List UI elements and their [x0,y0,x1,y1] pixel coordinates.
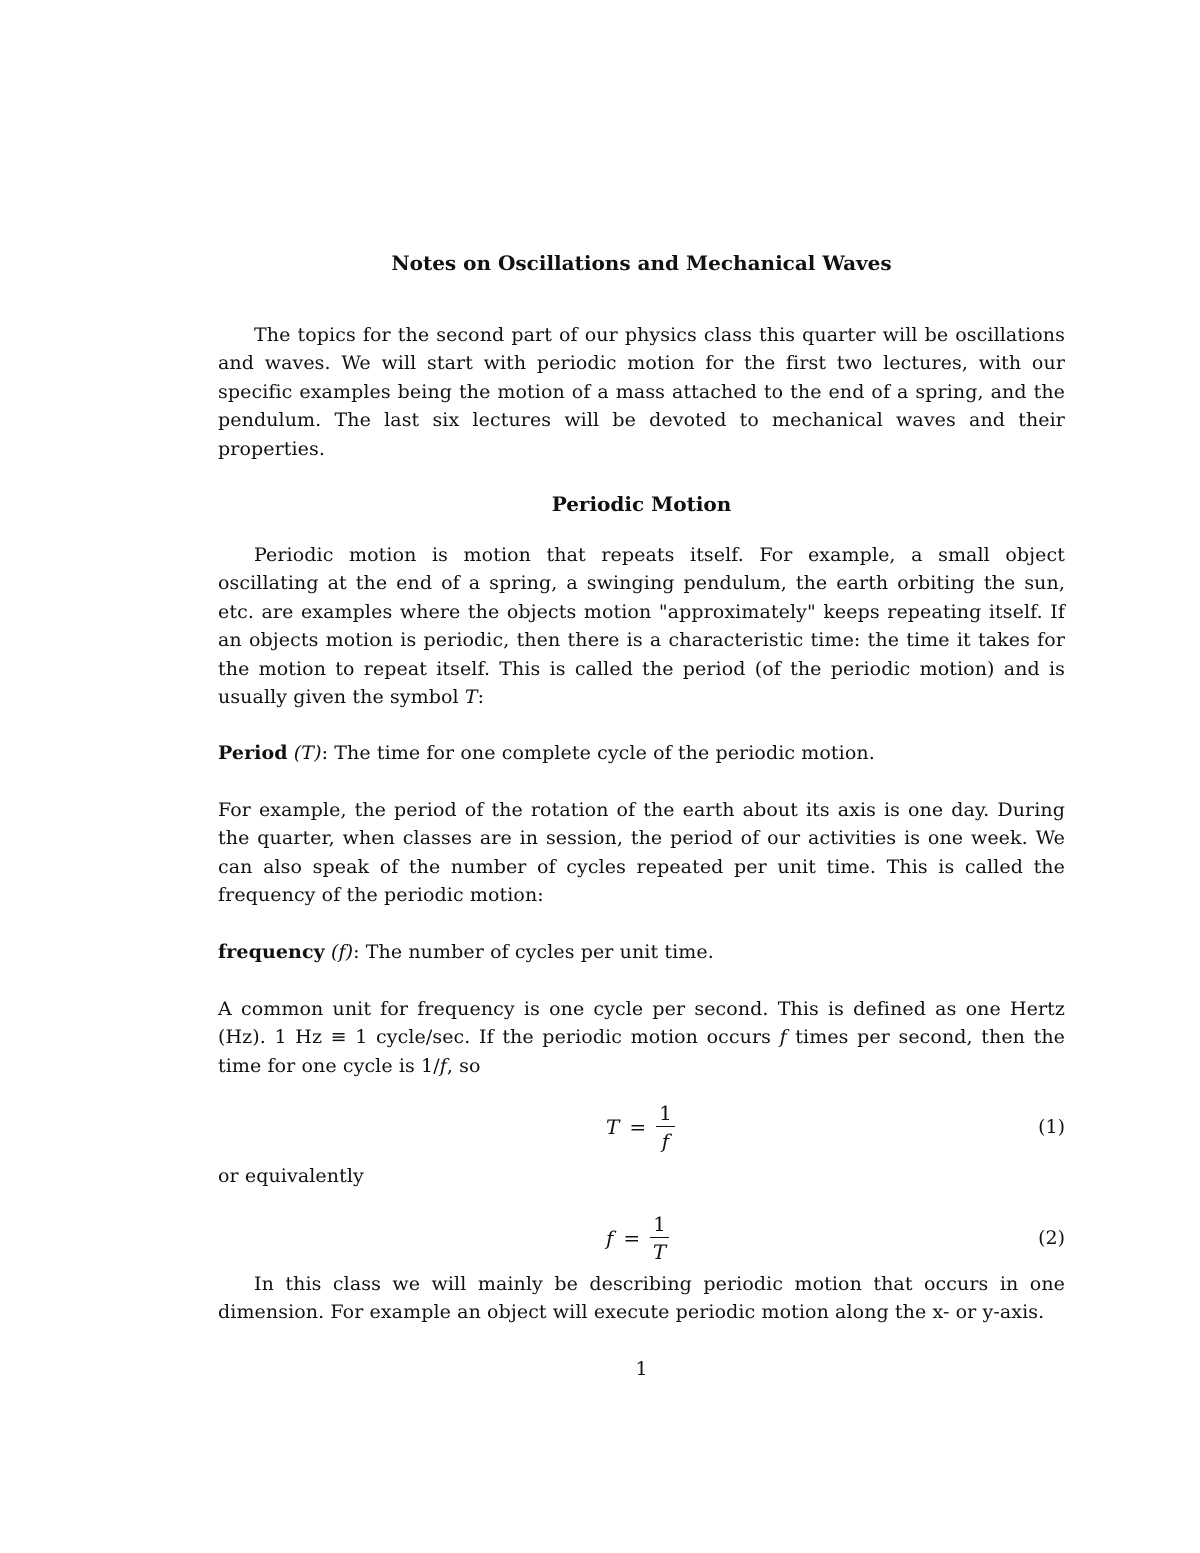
period-symbol: T [464,686,478,709]
period-example-paragraph: For example, the period of the rotation of the earth about its axis is one day. During the quarter, when classes are in session, the period of our activities is one week. We can also speak of the number of cycles repeated per unit time. This is called the frequency of the periodic motion: [218,799,1065,907]
frequency-def-text: : The number of cycles per unit time. [353,941,714,963]
equation-2-number: (2) [1038,1227,1065,1249]
equation-1-numerator: 1 [656,1101,675,1127]
equivalently-text: or equivalently [218,1165,364,1187]
frequency-term: frequency [218,941,325,963]
document-title: Notes on Oscillations and Mechanical Waves [391,251,892,275]
equation-1-number: (1) [1038,1116,1065,1138]
document-page [218,0,1065,1553]
equation-1 [218,1095,1065,1159]
equation-1-equals: = [629,1115,647,1139]
equation-1-lhs: T [606,1115,620,1139]
page-number: 1 [635,1358,648,1380]
periodic-motion-text: Periodic motion is motion that repeats itself. For example, a small object oscillating at the end of a spring, a swinging pendulum, the earth orbiting the sun, etc. are examples where the objects motion "approximately" keeps repeating itself. If an objects motion is periodic, then there is a characteristic time: the time it takes for the motion to repeat itself. This is called the period (of the periodic motion) and is usually given the symbol [218,544,1065,709]
equation-2-equals: = [623,1226,641,1250]
equation-2-fraction [650,1212,669,1264]
section-heading: Periodic Motion [551,492,732,516]
equation-1-denominator: f [661,1129,670,1153]
frequency-def-symbol: (f) [330,941,354,963]
period-def-text: : The time for one complete cycle of the periodic motion. [321,742,875,764]
hertz-var-2: f [439,1054,447,1077]
period-term: Period [218,742,288,764]
hertz-text-3: , so [446,1054,481,1077]
hertz-var-1: f [779,1026,787,1049]
period-def-symbol: (T) [293,742,322,764]
equation-2-lhs: f [606,1226,614,1250]
closing-paragraph: In this class we will mainly be describing periodic motion that occurs in one dimension. For example an object will execute periodic motion along the x- or y-axis. [218,1273,1065,1324]
period-definition [218,739,1065,767]
hertz-paragraph [218,995,1065,1080]
equation-2-denominator: T [652,1240,667,1264]
hertz-text-1: A common unit for frequency is one cycle per second. This is defined as one Hertz (Hz). 1 Hz ≡ 1 cycle/sec. If the periodic motion occurs [218,998,1065,1049]
equation-2-numerator: 1 [650,1212,669,1238]
equation-2 [218,1206,1065,1270]
equation-1-expression [606,1095,675,1159]
equation-2-expression [606,1206,669,1270]
equation-1-fraction [656,1101,675,1153]
frequency-definition [218,938,1065,966]
intro-paragraph: The topics for the second part of our physics class this quarter will be oscillations and waves. We will start with periodic motion for the first two lectures, with our specific examples being the motion of a mass attached to the end of a spring, and the pendulum. The last six lectures will be devoted to mechanical waves and their properties. [218,324,1065,460]
periodic-motion-end: : [477,686,485,709]
periodic-motion-paragraph [218,541,1065,711]
hertz-text-2: times per second, then the time for one cycle is 1/ [218,1026,1066,1077]
